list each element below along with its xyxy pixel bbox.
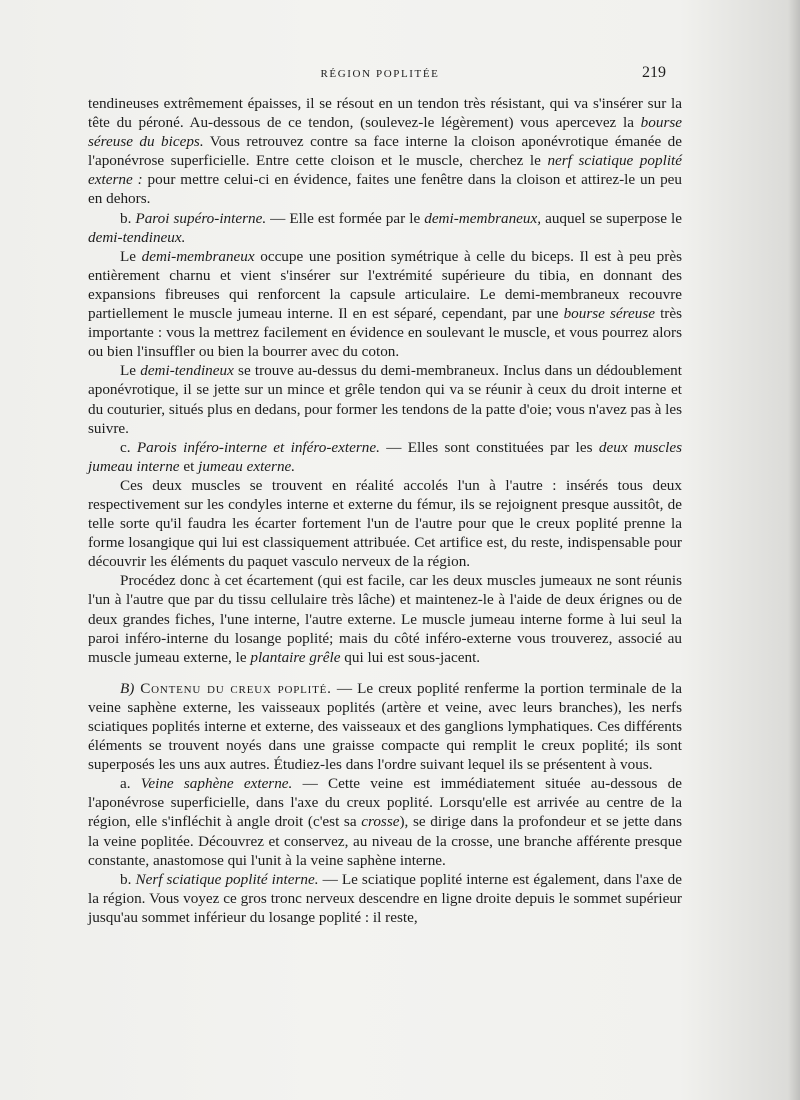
text-run: — Cette veine est immédiatement située au-dessous de l'aponévrose superficielle, dans l'axe du creux poplité. Lorsqu'elle est arrivée au centre de la région, elle s'infléchit à angle droit (c'est sa xyxy=(88,775,683,831)
paragraph-contenu xyxy=(88,679,682,774)
paragraph-veine-saphene xyxy=(88,774,682,869)
text-run: a. xyxy=(120,775,141,793)
text-run: et xyxy=(179,457,199,475)
italic-term: demi-membraneux, xyxy=(424,209,542,227)
italic-term: demi-tendineux xyxy=(140,362,234,380)
text-run: tendineuses extrêmement épaisses, il se résout en un tendon très résistant, qui va s'insérer sur la tête du péroné. Au-dessous de ce tendon, (soulevez-le légèrement) vous apercevez la xyxy=(88,95,682,132)
text-run: Ces deux muscles se trouvent en réalité accolés l'un à l'autre : insérés tous deux respectivement sur les condyles interne et externe du fémur, ils se rejoignent presque aussitôt, de telle sorte qu'il faudra les écarter fortement l'un de l'autre pour que le creux poplité prenne la forme losangique qui lui est classiquement attribuée. Cet artifice est, du reste, indispensable pour découvrir les éléments du paquet vasculo nerveux de la région. xyxy=(88,476,682,571)
text-run: — Le sciatique poplité interne est également, dans l'axe de la région. Vous voyez ce gros tronc nerveux descendre en ligne droite depuis le sommet supérieur jusqu'au sommet inférieur du losange poplité : il reste, xyxy=(88,870,683,926)
text-run: b. xyxy=(120,870,136,888)
italic-term: jumeau externe. xyxy=(198,457,296,475)
paragraph-demi-tendineux xyxy=(88,361,682,437)
section-title: Contenu du creux poplité. xyxy=(134,679,332,697)
italic-term: bourse séreuse du biceps. xyxy=(88,114,682,151)
italic-term: deux muscles jumeau interne xyxy=(88,438,683,475)
paragraph-deux-muscles xyxy=(88,476,682,571)
paragraph-nerf-sciatique xyxy=(88,870,682,927)
paragraph-demi-membraneux xyxy=(88,247,682,362)
text-run: Le xyxy=(120,247,142,265)
text-run: qui lui est sous-jacent. xyxy=(340,648,481,666)
paragraph-parois-infero xyxy=(88,438,682,476)
italic-term: nerf sciatique poplité externe : xyxy=(88,152,682,189)
text-run: Le xyxy=(120,362,141,380)
paragraph-paroi-supero-interne xyxy=(88,209,682,247)
page-number: 219 xyxy=(642,64,666,81)
text-run: Procédez donc à cet écartement (qui est facile, car les deux muscles jumeaux ne sont réunis l'un à l'autre que par du tissu cellulaire très lâche) et maintenez-le à l'aide de deux érignes ou de deux grandes fiches, l'une interne, l'autre externe. Le muscle jumeau interne forme à lui seul la paroi inféro-interne du losange poplité; mais du côté inféro-externe vous trouverez, associé au muscle jumeau externe, le xyxy=(88,572,682,666)
italic-term: demi-tendineux. xyxy=(88,228,186,246)
text-run: se trouve au-dessus du demi-membraneux. Inclus dans un dédoublement aponévrotique, il se jette sur un mince et grêle tendon qui va se réunir à ceux du droit interne et du couturier, situés plus en dedans, pour former les tendons de la patte d'oie; vous n'avez pas à les suivre. xyxy=(88,362,682,437)
page-header xyxy=(0,64,800,84)
text-run: c. xyxy=(120,438,137,456)
running-title: RÉGION POPLITÉE xyxy=(320,68,440,80)
section-heading: Paroi supéro-interne. xyxy=(135,209,267,227)
text-run: ), se dirige dans la profondeur et se jette dans la veine poplitée. Découvrez et conservez, au niveau de la crosse, une branche afférente presque constante, anastomose qui l'unit à la veine saphène interne. xyxy=(88,813,682,869)
italic-term: demi-membraneux xyxy=(141,247,255,265)
text-run: auquel se superpose le xyxy=(541,209,682,227)
text-run: — Elle est formée par le xyxy=(266,209,425,227)
section-heading: Veine saphène externe. xyxy=(140,775,293,793)
italic-term: plantaire grêle xyxy=(250,648,341,666)
paragraph-1 xyxy=(88,94,682,209)
text-run: occupe une position symétrique à celle du biceps. Il est à peu près entièrement charnu et vient s'insérer sur l'extrémité supérieure du tibia, en donnant des expansions fibreuses qui renforcent la capsule articulaire. Le demi-membraneux recouvre partiellement le muscle jumeau interne. Il en est séparé, cependant, par une xyxy=(88,247,682,323)
text-run: Vous retrouvez contre sa face interne la cloison aponévrotique émanée de l'aponévrose superficielle. Entre cette cloison et le muscle, cherchez le xyxy=(88,133,682,170)
text-run: pour mettre celui-ci en évidence, faites une fenêtre dans la cloison et attirez-le un peu en dehors. xyxy=(88,171,682,208)
text-run: — Elles sont constituées par les xyxy=(379,438,599,456)
italic-term: bourse séreuse xyxy=(563,305,655,323)
text-run: b. xyxy=(120,209,136,227)
body-text xyxy=(88,94,682,927)
paragraph-ecartement xyxy=(88,571,682,666)
section-heading: Parois inféro-interne et inféro-externe. xyxy=(136,438,380,456)
text-run: — Le creux poplité renferme la portion terminale de la veine saphène externe, les vaisseaux poplités (artère et veine, avec leurs branches), les nerfs sciatiques poplités interne et externe, des vaisseaux et des ganglions lymphatiques. Ces différents éléments se trouvent noyés dans une graisse compacte qui remplit le creux poplité; ils sont superposés les uns aux autres. Étudiez-les dans l'ordre suivant lequel ils se présentent à vous. xyxy=(88,679,683,774)
text-run: très importante : vous la mettrez facilement en évidence en soulevant le muscle, et vous pourrez alors ou bien l'insuffler ou bien la bourrer avec du coton. xyxy=(88,305,682,361)
italic-term: crosse xyxy=(361,813,400,831)
section-letter: B) xyxy=(120,679,135,697)
section-heading: Nerf sciatique poplité interne. xyxy=(135,870,319,888)
